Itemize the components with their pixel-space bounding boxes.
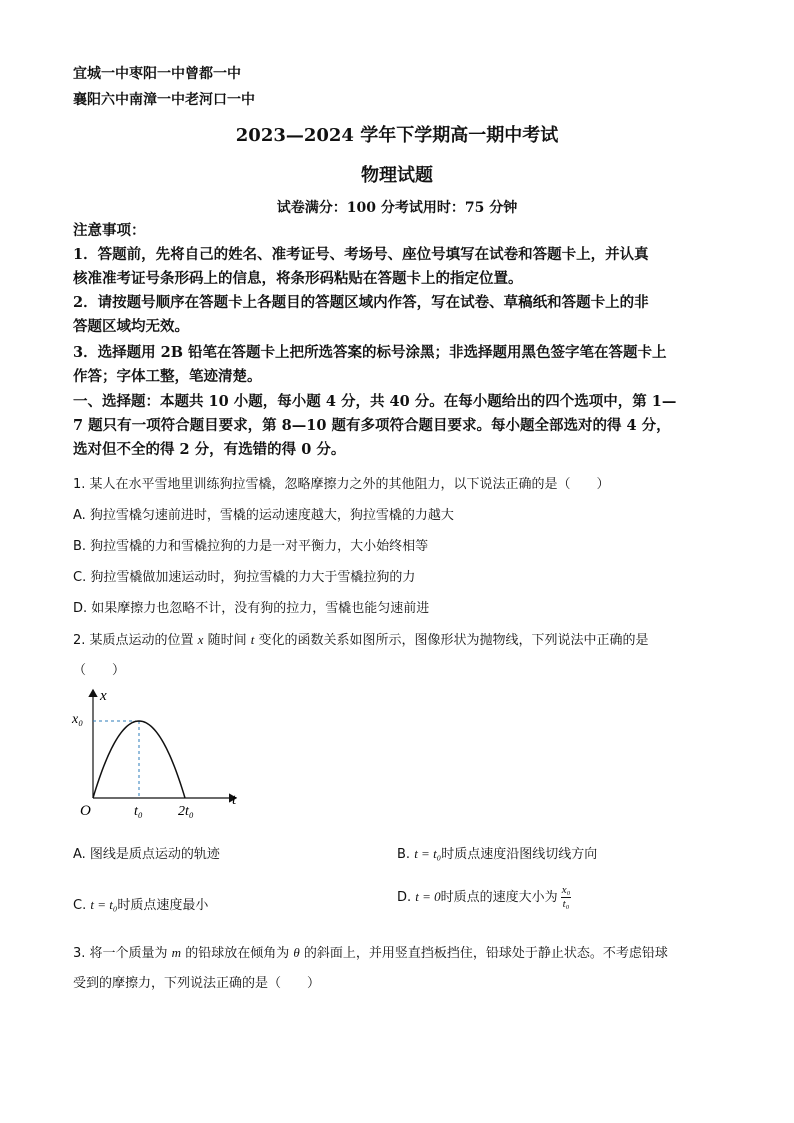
fraction-denominator: t₀ [562,898,570,910]
q2-option-d-prefix: D. [397,890,416,905]
q2-var-x: x [197,632,204,647]
schools-line-1: 宜城一中枣阳一中曾都一中 [73,66,241,82]
x-tick-label-2t0: 2t₀ [178,804,194,819]
q3-var-theta: θ [293,945,300,960]
q2-option-d-text: 时质点的速度大小为 [440,890,558,905]
fraction-numerator: x₀ [561,884,571,896]
notice-item-1-line-2: 核准准考证号条形码上的信息，将条形码粘贴在答题卡上的指定位置。 [73,270,523,287]
q3-line-1 [73,942,668,961]
section1-line-2: 7 题只有一项符合题目要求，第 8—10 题有多项符合题目要求。每小题全部选对的得 4 分， [73,417,671,434]
q1-option-a: A. 狗拉雪橇匀速前进时，雪橇的运动速度越大，狗拉雪橇的力越大 [73,508,454,523]
q2-option-c [73,894,208,913]
q2-stem-line-2: （ ） [73,663,126,678]
notice-item-2-line-2: 答题区域均无效。 [73,318,189,335]
section1-line-1: 一、选择题：本题共 10 小题，每小题 4 分，共 40 分。在每小题给出的四个选项中，第 1— [73,393,677,410]
section1-line-3: 选对但不全的得 2 分，有选错的得 0 分。 [73,441,346,458]
subject-title: 物理试题 [361,165,433,186]
q3-text-c: 的斜面上，并用竖直挡板挡住，铅球处于静止状态。不考虑铅球 [299,946,668,961]
x-axis-label: t [232,792,237,808]
origin-label: O [80,803,91,819]
q2-stem-part-c: 变化的函数关系如图所示，图像形状为抛物线，下列说法中正确的是 [254,633,649,648]
q2-option-b-prefix: B. [397,847,415,862]
notice-item-3-line-1: 3．选择题用 2B 铅笔在答题卡上把所选答案的标号涂黑；非选择题用黑色签字笔在答题卡上 [73,344,667,361]
q3-text-b: 的铅球放在倾角为 [181,946,294,961]
q2-option-b-text: 时质点速度沿图线切线方向 [441,847,598,862]
q2-option-d-fraction [561,884,572,911]
notice-item-3-line-2: 作答；字体工整，笔迹清楚。 [73,368,262,385]
q2-stem-part-a: 2. 某质点运动的位置 [73,633,198,648]
q2-stem-part-b: 随时间 [203,633,251,648]
exam-title: 2023—2024 学年下学期高一期中考试 [235,125,559,146]
q3-var-m: m [171,945,182,960]
notice-item-2-line-1: 2．请按题号顺序在答题卡上各题目的答题区域内作答，写在试卷、草稿纸和答题卡上的非 [73,294,649,311]
q2-option-c-text: 时质点速度最小 [117,898,209,913]
q2-option-b-equation: t = t₀ [414,846,442,861]
q2-option-d-equation: t = 0 [415,889,441,904]
notice-heading: 注意事项： [73,222,146,239]
q3-text-a: 3. 将一个质量为 [73,946,172,961]
score-time: 试卷满分：100 分考试用时：75 分钟 [276,200,518,216]
q2-option-c-equation: t = t₀ [90,897,118,912]
y-tick-label-x0: x₀ [72,712,84,727]
q1-option-c: C. 狗拉雪橇做加速运动时，狗拉雪橇的力大于雪橇拉狗的力 [73,570,416,585]
q2-option-a: A. 图线是质点运动的轨迹 [73,847,220,862]
schools-line-2: 襄阳六中南漳一中老河口一中 [73,92,255,108]
q2-option-b [397,843,597,862]
q3-line-2: 受到的摩擦力，下列说法正确的是（ ） [73,976,321,991]
notice-item-1-line-1: 1．答题前，先将自己的姓名、准考证号、考场号、座位号填写在试卷和答题卡上，并认真 [73,246,649,263]
position-time-graph [66,684,256,824]
x-tick-label-t0: t₀ [134,804,143,819]
q2-stem [73,629,648,648]
q2-option-c-prefix: C. [73,898,91,913]
q1-option-b: B. 狗拉雪橇的力和雪橇拉狗的力是一对平衡力，大小始终相等 [73,539,429,554]
q1-option-d: D. 如果摩擦力也忽略不计，没有狗的拉力，雪橇也能匀速前进 [73,601,430,616]
y-axis-label: x [100,688,107,704]
q1-stem: 1. 某人在水平雪地里训练狗拉雪橇，忽略摩擦力之外的其他阻力，以下说法正确的是（ ） [73,477,610,492]
q2-option-d [397,884,571,911]
q2-var-t: t [250,632,255,647]
